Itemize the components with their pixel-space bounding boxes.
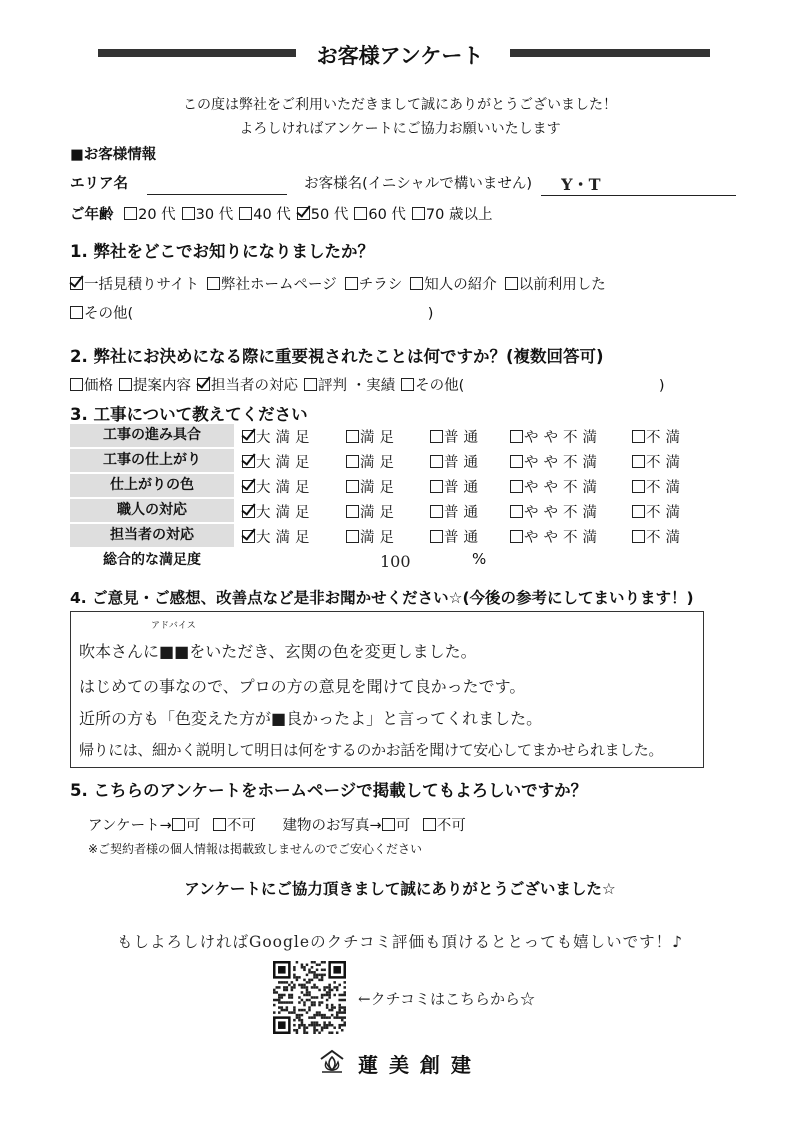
q2-option[interactable] xyxy=(70,378,113,394)
grid-option-checkbox[interactable] xyxy=(510,430,523,443)
grid-option[interactable] xyxy=(510,426,602,447)
q4-title: 4. ご意見・ご感想、改善点など是非お聞かせください☆(今後の参考にしてまいります！) xyxy=(70,589,694,607)
grid-row-label: 仕上がりの色 xyxy=(70,474,234,497)
grid-option-checkbox[interactable] xyxy=(430,430,443,443)
q2-option-checkbox[interactable] xyxy=(304,378,317,391)
qr-caption: ←クチコミはこちらから☆ xyxy=(358,990,535,1008)
page-title: お客様アンケート xyxy=(316,44,484,68)
photo-allow-label: 可 xyxy=(395,818,411,834)
grid-row xyxy=(70,524,710,549)
grid-option[interactable] xyxy=(430,501,483,522)
photo-deny-checkbox[interactable] xyxy=(423,818,436,831)
q2-option-checkbox[interactable] xyxy=(197,378,210,391)
age-label: ご年齢 xyxy=(70,207,114,223)
intro-line-1: この度は弊社をご利用いただきまして誠にありがとうございました！ xyxy=(183,97,617,113)
survey-deny-checkbox[interactable] xyxy=(213,818,226,831)
q1-option[interactable] xyxy=(345,277,403,293)
grid-row-label: 工事の仕上がり xyxy=(70,449,234,472)
q1-option[interactable] xyxy=(207,277,337,293)
grid-option-checkbox[interactable] xyxy=(346,505,359,518)
age-option-checkbox[interactable] xyxy=(297,207,310,220)
grid-option[interactable] xyxy=(430,476,483,497)
age-option-checkbox[interactable] xyxy=(124,207,137,220)
grid-option[interactable] xyxy=(510,501,602,522)
company-name: 蓮 美 創 建 xyxy=(358,1053,473,1077)
q2-title: 2. 弊社にお決めになる際に重要視されたことは何ですか？(複数回答可) xyxy=(70,347,604,366)
grid-option-checkbox[interactable] xyxy=(242,530,255,543)
grid-option-label: 不満 xyxy=(646,505,685,521)
q3-title: 3. 工事について教えてください xyxy=(70,405,308,424)
survey-label: アンケート→ xyxy=(88,818,172,834)
grid-option-label: 満足 xyxy=(360,480,399,496)
satisfaction-grid xyxy=(70,424,710,549)
overall-unit: % xyxy=(472,550,487,568)
grid-option-label: やや不満 xyxy=(524,430,602,446)
q2-option[interactable] xyxy=(119,378,191,394)
q2-option-label: 価格 xyxy=(84,378,113,394)
age-option[interactable] xyxy=(412,207,493,223)
q1-option-label: チラシ xyxy=(358,277,403,293)
grid-option-checkbox[interactable] xyxy=(242,480,255,493)
name-field[interactable] xyxy=(541,172,736,196)
q1-option[interactable] xyxy=(505,277,606,293)
survey-allow-label: 可 xyxy=(185,818,201,834)
grid-option[interactable] xyxy=(242,526,315,547)
overall-value: 100 xyxy=(380,552,411,571)
grid-option[interactable] xyxy=(430,451,483,472)
grid-option[interactable] xyxy=(510,451,602,472)
grid-option-checkbox[interactable] xyxy=(510,455,523,468)
grid-option-checkbox[interactable] xyxy=(510,480,523,493)
age-option-checkbox[interactable] xyxy=(239,207,252,220)
age-options xyxy=(118,207,492,223)
grid-option-checkbox[interactable] xyxy=(632,430,645,443)
grid-option[interactable] xyxy=(632,451,685,472)
grid-option-label: 普通 xyxy=(444,430,483,446)
area-field[interactable] xyxy=(147,178,287,195)
grid-option[interactable] xyxy=(346,451,399,472)
name-label: お客様名(イニシャルで構いません) xyxy=(304,176,533,192)
age-option-label: 70 歳以上 xyxy=(425,207,493,223)
age-option-checkbox[interactable] xyxy=(412,207,425,220)
age-option[interactable] xyxy=(297,207,349,223)
grid-option[interactable] xyxy=(242,451,315,472)
grid-option-label: 満足 xyxy=(360,430,399,446)
grid-option[interactable] xyxy=(632,426,685,447)
grid-option[interactable] xyxy=(242,426,315,447)
grid-option[interactable] xyxy=(346,426,399,447)
customer-info-row xyxy=(70,172,736,196)
grid-option-label: 満足 xyxy=(360,455,399,471)
comment-line-3: 近所の方も「色変えた方が■良かったよ」と言ってくれました。 xyxy=(79,709,543,728)
grid-option-label: 大満足 xyxy=(256,505,315,521)
q2-option[interactable] xyxy=(197,378,298,394)
grid-row xyxy=(70,474,710,499)
grid-option-label: やや不満 xyxy=(524,530,602,546)
q2-options xyxy=(70,378,464,394)
q2-option-label: その他( xyxy=(415,378,465,394)
age-option[interactable] xyxy=(239,207,291,223)
privacy-note: ※ご契約者様の個人情報は掲載致しませんのでご安心ください xyxy=(88,842,423,856)
age-option-label: 20 代 xyxy=(138,207,176,223)
comment-ruby: アドバイス xyxy=(151,621,196,631)
grid-option-checkbox[interactable] xyxy=(430,505,443,518)
grid-option-label: やや不満 xyxy=(524,505,602,521)
intro-line-2: よろしければアンケートにご協力お願いいたします xyxy=(239,121,561,137)
survey-deny-label: 不可 xyxy=(226,818,256,834)
grid-option[interactable] xyxy=(510,476,602,497)
thanks-message: アンケートにご協力頂きまして誠にありがとうございました☆ xyxy=(184,880,616,898)
name-value: Y・T xyxy=(561,175,601,194)
age-option-label: 60 代 xyxy=(368,207,406,223)
comment-line-2: はじめての事なので、プロの方の意見を聞けて良かったです。 xyxy=(79,677,526,696)
grid-row xyxy=(70,449,710,474)
q2-option[interactable] xyxy=(401,378,464,394)
q2-option-checkbox[interactable] xyxy=(70,378,83,391)
grid-row-label: 担当者の対応 xyxy=(70,524,234,547)
grid-option-label: やや不満 xyxy=(524,455,602,471)
grid-option-label: 大満足 xyxy=(256,480,315,496)
q1-title: 1. 弊社をどこでお知りになりましたか？ xyxy=(70,242,374,261)
grid-option-label: 満足 xyxy=(360,505,399,521)
age-option-checkbox[interactable] xyxy=(182,207,195,220)
grid-option[interactable] xyxy=(242,476,315,497)
q1-other-checkbox[interactable] xyxy=(70,306,83,319)
grid-option-label: 普通 xyxy=(444,480,483,496)
q1-option-label: 弊社ホームページ xyxy=(220,277,337,293)
grid-option-label: 不満 xyxy=(646,480,685,496)
grid-option[interactable] xyxy=(632,526,685,547)
grid-option[interactable] xyxy=(346,501,399,522)
q1-option-checkbox[interactable] xyxy=(505,277,518,290)
grid-option-checkbox[interactable] xyxy=(346,430,359,443)
age-option-label: 40 代 xyxy=(253,207,291,223)
age-option[interactable] xyxy=(354,207,406,223)
q1-option-label: 一括見積りサイト xyxy=(84,277,199,293)
customer-info-heading: ■お客様情報 xyxy=(70,147,157,163)
q1-option-checkbox[interactable] xyxy=(410,277,423,290)
grid-option[interactable] xyxy=(632,501,685,522)
photo-allow-checkbox[interactable] xyxy=(382,818,395,831)
area-label: エリア名 xyxy=(70,176,128,192)
grid-row xyxy=(70,499,710,524)
age-option[interactable] xyxy=(124,207,176,223)
grid-option[interactable] xyxy=(430,526,483,547)
grid-option[interactable] xyxy=(430,426,483,447)
overall-label: 総合的な満足度 xyxy=(103,552,201,568)
comment-line-1: 吹本さんに■■をいただき、玄関の色を変更しました。 xyxy=(79,642,477,661)
q2-option-checkbox[interactable] xyxy=(401,378,414,391)
q1-other-close: ) xyxy=(427,306,434,322)
grid-option-checkbox[interactable] xyxy=(346,480,359,493)
grid-option-checkbox[interactable] xyxy=(242,505,255,518)
q2-option-label: 評判 ・実績 xyxy=(318,378,396,394)
q1-option[interactable] xyxy=(70,277,199,293)
grid-option-checkbox[interactable] xyxy=(430,530,443,543)
age-option-checkbox[interactable] xyxy=(354,207,367,220)
grid-option-checkbox[interactable] xyxy=(346,455,359,468)
grid-option[interactable] xyxy=(346,476,399,497)
grid-row-label: 工事の進み具合 xyxy=(70,424,234,447)
grid-option[interactable] xyxy=(346,526,399,547)
lotus-house-icon xyxy=(318,1047,346,1075)
q1-options xyxy=(70,273,606,294)
q5-title: 5. こちらのアンケートをホームページで掲載してもよろしいですか？ xyxy=(70,781,588,800)
q1-option-label: 知人の紹介 xyxy=(424,277,497,293)
grid-option-label: 不満 xyxy=(646,455,685,471)
q2-other-close: ) xyxy=(658,378,665,394)
grid-option-checkbox[interactable] xyxy=(632,505,645,518)
q5-options-row xyxy=(88,814,466,835)
grid-option-label: 不満 xyxy=(646,430,685,446)
q1-other-row xyxy=(70,302,433,323)
grid-option-checkbox[interactable] xyxy=(510,505,523,518)
google-review-message: もしよろしければGoogleのクチコミ評価も頂けるととっても嬉しいです！♪ xyxy=(116,933,684,951)
comment-box xyxy=(70,611,704,768)
grid-option-label: 不満 xyxy=(646,530,685,546)
grid-option-checkbox[interactable] xyxy=(510,530,523,543)
q2-option-checkbox[interactable] xyxy=(119,378,132,391)
q1-option-checkbox[interactable] xyxy=(207,277,220,290)
grid-option-label: 大満足 xyxy=(256,455,315,471)
grid-option[interactable] xyxy=(510,526,602,547)
comment-line-4: 帰りには、細かく説明して明日は何をするのかお話を聞けて安心してまかせられました。 xyxy=(79,741,664,759)
q1-option-label: 以前利用した xyxy=(518,277,606,293)
grid-option-checkbox[interactable] xyxy=(242,455,255,468)
grid-option-label: 普通 xyxy=(444,530,483,546)
grid-row xyxy=(70,424,710,449)
grid-option-label: やや不満 xyxy=(524,480,602,496)
grid-option-checkbox[interactable] xyxy=(242,430,255,443)
age-option[interactable] xyxy=(182,207,234,223)
q2-option-label: 提案内容 xyxy=(133,378,191,394)
age-option-label: 30 代 xyxy=(195,207,234,223)
age-option-label: 50 代 xyxy=(310,207,349,223)
grid-option-label: 大満足 xyxy=(256,530,315,546)
q1-other-label: その他( xyxy=(84,306,134,322)
photo-label: 建物のお写真→ xyxy=(282,818,382,834)
survey-allow-checkbox[interactable] xyxy=(172,818,185,831)
grid-option-label: 普通 xyxy=(444,455,483,471)
grid-option-checkbox[interactable] xyxy=(346,530,359,543)
grid-option-checkbox[interactable] xyxy=(632,480,645,493)
qr-code[interactable] xyxy=(273,961,346,1034)
grid-option-checkbox[interactable] xyxy=(430,480,443,493)
grid-option-label: 満足 xyxy=(360,530,399,546)
q2-option-label: 担当者の対応 xyxy=(211,378,298,394)
q2-options-row xyxy=(70,374,665,395)
grid-option-label: 普通 xyxy=(444,505,483,521)
photo-deny-label: 不可 xyxy=(436,818,466,834)
age-row xyxy=(70,203,492,224)
q2-option[interactable] xyxy=(304,378,395,394)
grid-option[interactable] xyxy=(632,476,685,497)
grid-row-label: 職人の対応 xyxy=(70,499,234,522)
grid-option-label: 大満足 xyxy=(256,430,315,446)
grid-option-checkbox[interactable] xyxy=(632,455,645,468)
grid-option-checkbox[interactable] xyxy=(632,530,645,543)
q1-option-checkbox[interactable] xyxy=(70,277,83,290)
q1-option-checkbox[interactable] xyxy=(345,277,358,290)
grid-option[interactable] xyxy=(242,501,315,522)
grid-option-checkbox[interactable] xyxy=(430,455,443,468)
q1-option[interactable] xyxy=(410,277,497,293)
